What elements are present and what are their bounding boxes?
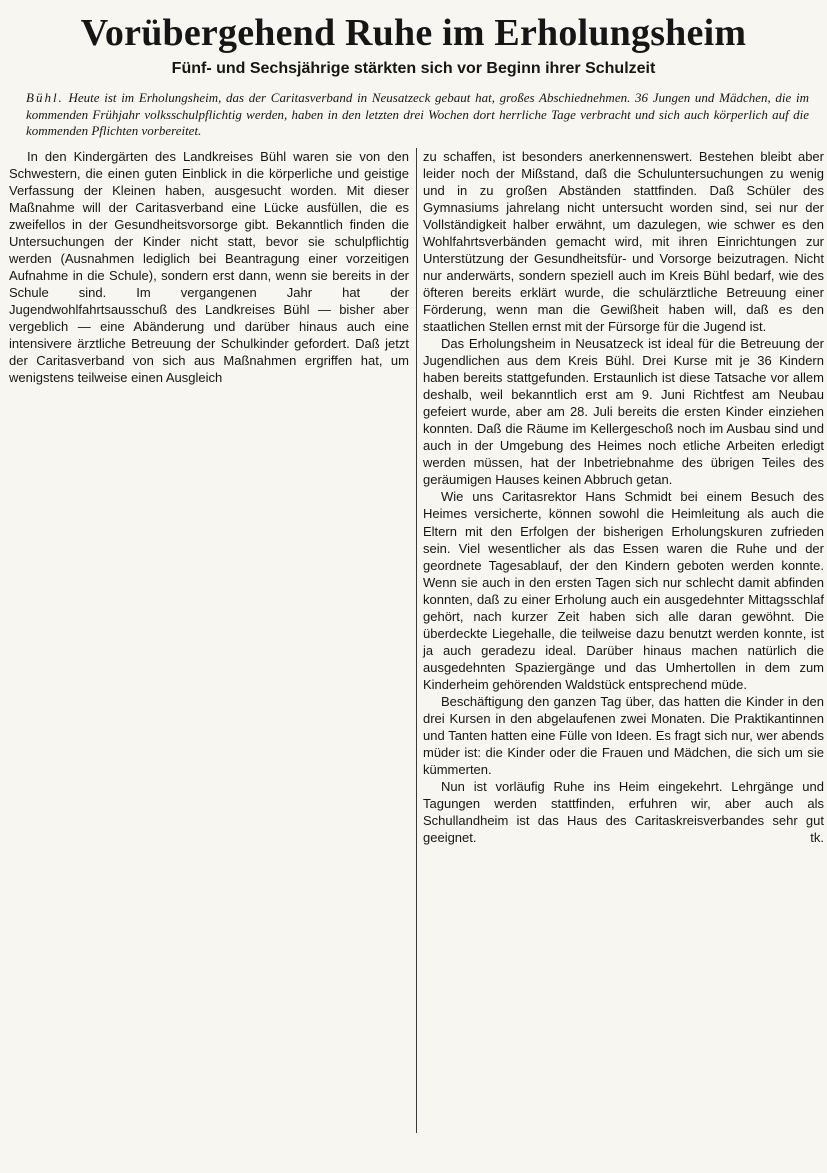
paragraph: Beschäftigung den ganzen Tag über, das hatten die Kinder in den drei Kursen in den abgelaufenen zwei Monaten. Die Praktikantinnen und Tanten hatten eine Fülle von Ideen. Es fragt sich nur, wer abends müder ist: die Kinder oder die Frauen und Mädchen, die sich um sie kümmerten.	[423, 694, 824, 778]
lead-paragraph	[26, 90, 809, 140]
subheadline: Fünf- und Sechsjährige stärkten sich vor Beginn ihrer Schulzeit	[171, 60, 656, 77]
article-body	[6, 148, 824, 1138]
headline: Vorübergehend Ruhe im Erholungsheim	[80, 12, 747, 54]
paragraph: Das Erholungsheim in Neusatzeck ist ideal für die Betreuung der Jugendlichen aus dem Kreis Bühl. Drei Kurse mit je 36 Kindern haben bereits stattgefunden. Erstaunlich ist diese Tatsache vor allem deshalb, weil bekanntlich erst am 9. Juni Richtfest am Neubau gefeiert wurde, aber am 28. Juli bereits die ersten Kinder einziehen konnten. Daß die Räume im Kellergeschoß noch im Ausbau sind und auch in der Umgebung des Heimes noch etliche Arbeiten erledigt werden müssen, hat der Inbetriebnahme des übrigen Teiles des geräumigen Hauses keinen Abbruch getan.	[423, 336, 824, 488]
lead-text: Heute ist im Erholungsheim, das der Caritasverband in Neusatzeck gebaut hat, großes Abschiednehmen. 36 Jungen und Mädchen, die im kommenden Frühjahr volksschulpflichtig werden, haben in den letzten drei Wochen dort herrliche Tage verbracht und sich auch körperlich auf die kommenden Pflichten vorbereitet.	[26, 90, 809, 138]
last-paragraph	[423, 778, 824, 846]
column-left	[9, 148, 409, 387]
paragraph: In den Kindergärten des Landkreises Bühl waren sie von den Schwestern, die einen guten Einblick in die körperliche und geistige Verfassung der Kleinen haben, ausgesucht worden. Mit dieser Maßnahme will der Caritasverband eine Lücke ausfüllen, die es zweifellos in der Gesundheitsvorsorge gibt. Bekanntlich finden die Untersuchungen der Kinder nicht statt, bevor sie schulpflichtig werden (Ausnahmen lediglich bei Beantragung einer vorzeitigen Aufnahme in die Schule), sondern erst dann, wenn sie bereits in der Schule sind. Im vergangenen Jahr hat der Jugendwohlfahrtsausschuß des Landkreises Bühl — bisher aber vergeblich — eine Abänderung und darüber hinaus auch eine intensivere ärztliche Betreuung der Schulkinder gefordert. Daß jetzt der Caritasverband von sich aus Maßnahmen ergriffen hat, um wenigstens teilweise einen Ausgleich	[9, 148, 409, 386]
column-right	[423, 148, 824, 847]
newspaper-article	[0, 10, 827, 1173]
lead-place: Bühl.	[26, 90, 64, 105]
author-signature: tk.	[810, 830, 824, 846]
paragraph: zu schaffen, ist besonders anerkennenswert. Bestehen bleibt aber leider noch der Mißstand, daß die Schuluntersuchungen zu wenig und in zu großen Abständen stattfinden. Daß Schüler des Gymnasiums jahrelang nicht untersucht worden sind, sei nur der Vollständigkeit halber erwähnt, um dazulegen, wie schwer es den Wohlfahrtsverbänden gemacht wird, mit ihren Einrichtungen zur Unterstützung der Gesundheitsfür- und Vorsorge beizutragen. Nicht nur anderwärts, sondern speziell auch im Kreis Bühl bedarf, wie des öfteren bereits erklärt wurde, die schulärztliche Betreuung einer Förderung, wenn man die Gewißheit haben will, daß es den staatlichen Stellen ernst mit der Fürsorge für die Jugend ist.	[423, 148, 824, 334]
paragraph-text: Nun ist vorläufig Ruhe ins Heim eingekehrt. Lehrgänge und Tagungen werden stattfinden, erfuhren wir, aber auch als Schullandheim ist das Haus des Caritaskreisverbandes sehr gut geeignet.	[423, 779, 824, 846]
column-divider	[416, 148, 417, 1133]
paragraph: Wie uns Caritasrektor Hans Schmidt bei einem Besuch des Heimes versicherte, können sowohl die Heimleitung als auch die Eltern mit den Erfolgen der bisherigen Erholungskuren zufrieden sein. Viel wesentlicher als das Essen waren die Ruhe und der geordnete Tagesablauf, der den Kindern geboten werden konnte. Wenn sie auch in den ersten Tagen sich nur schlecht damit abfinden konnten, daß zu einer Erholung auch ein ausgedehnter Mittagsschlaf gehört, nach kurzer Zeit haben sich alle daran gewöhnt. Die überdeckte Liegehalle, die teilweise dazu benutzt werden konnte, ist ja auch geradezu ideal. Darüber hinaus machen natürlich die ausgedehnten Spaziergänge und das Umhertollen in dem zum Kinderheim gehörenden Waldstück entsprechend müde.	[423, 489, 824, 692]
